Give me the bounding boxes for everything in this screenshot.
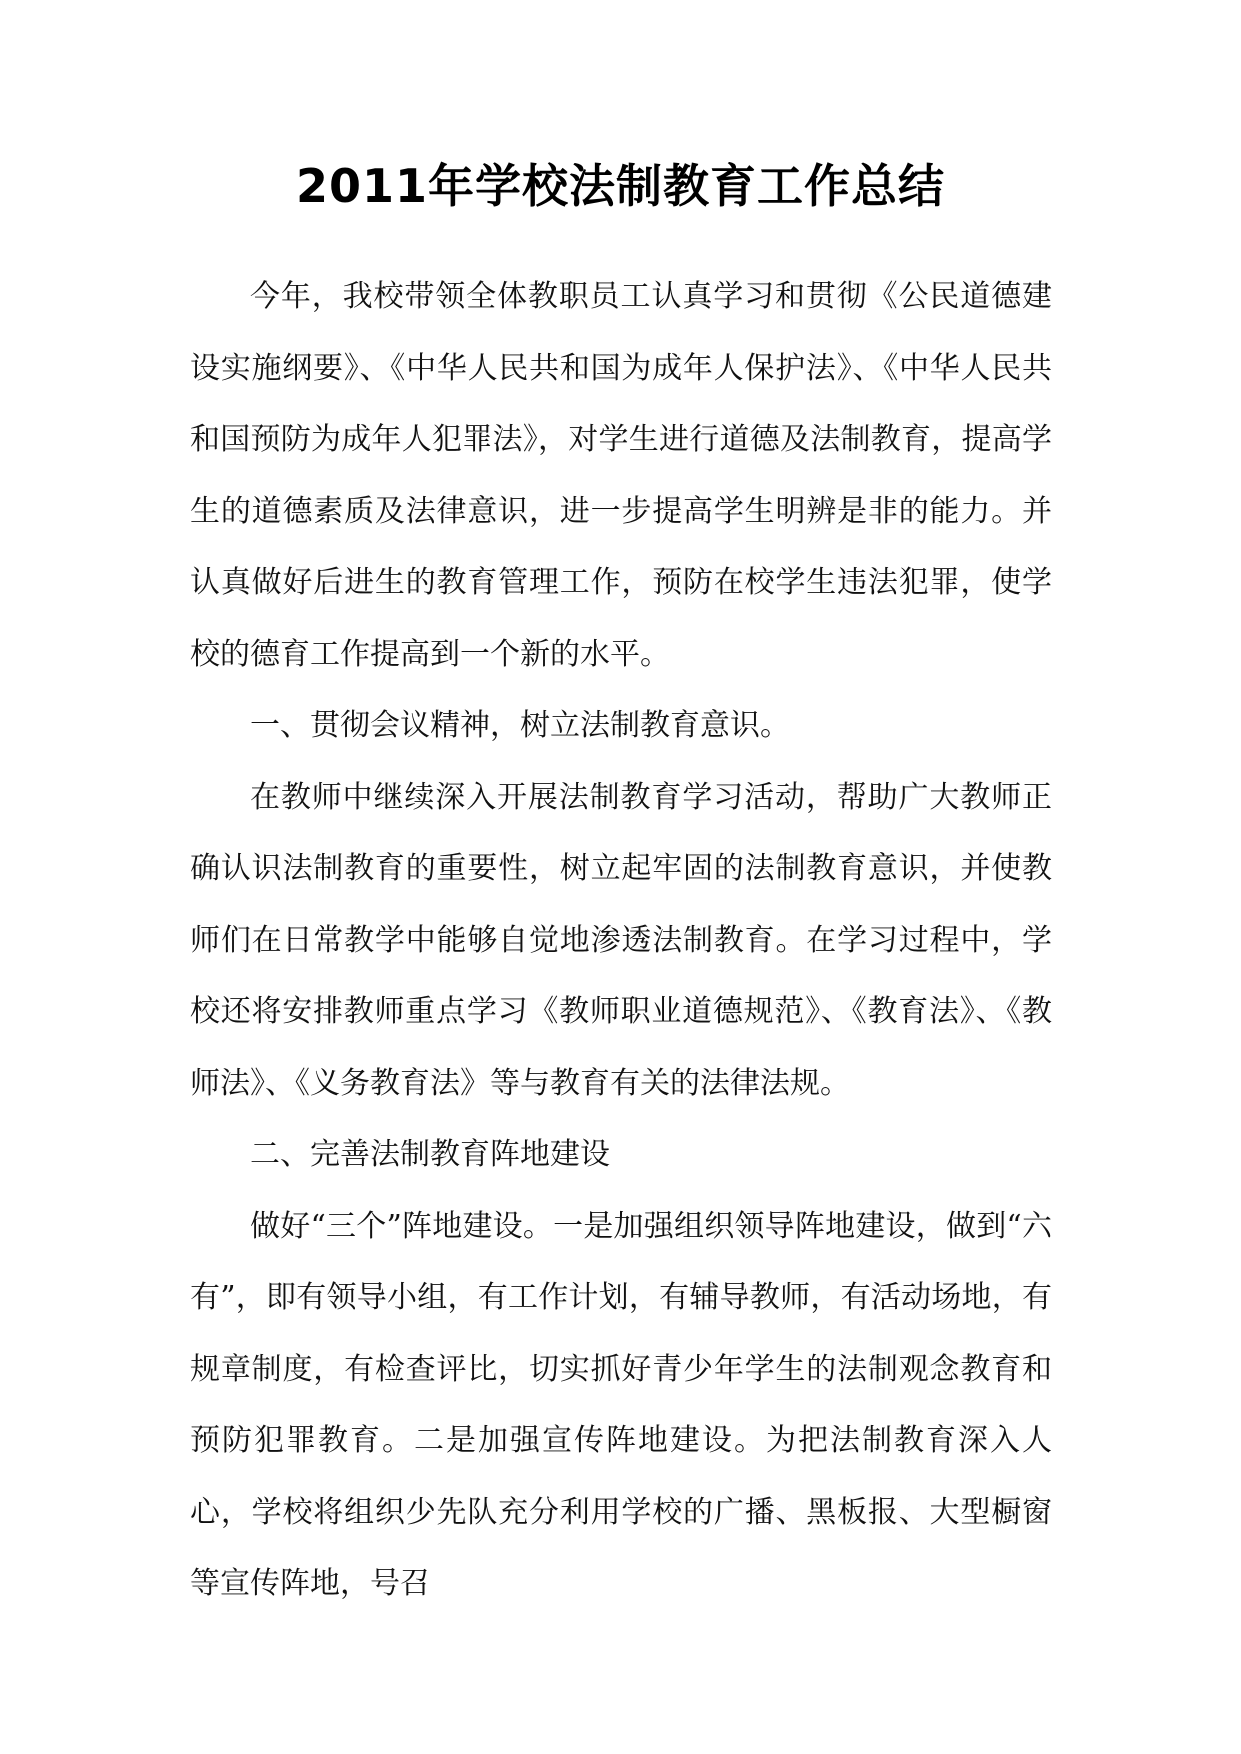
paragraph-section-1: 在教师中继续深入开展法制教育学习活动，帮助广大教师正确认识法制教育的重要性，树立起牢固的法制教育意识，并使教师们在日常教学中能够自觉地渗透法制教育。在学习过程中，学校还将安排教师重点学习《教师职业道德规范》、《教育法》、《教师法》、《义务教育法》等与教育有关的法律法规。	[190, 779, 1052, 1101]
section-heading-2: 二、完善法制教育阵地建设	[250, 1137, 610, 1172]
document-title: 2011年学校法制教育工作总结	[295, 159, 946, 213]
section-heading-1: 一、贯彻会议精神，树立法制教育意识。	[250, 708, 790, 743]
paragraph-section-2: 做好“三个”阵地建设。一是加强组织领导阵地建设，做到“六有”，即有领导小组，有工作计划，有辅导教师，有活动场地，有规章制度，有检查评比，切实抓好青少年学生的法制观念教育和预防犯罪教育。二是加强宣传阵地建设。为把法制教育深入人心，学校将组织少先队充分利用学校的广播、黑板报、大型橱窗等宣传阵地，号召	[190, 1208, 1052, 1601]
paragraph-intro: 今年，我校带领全体教职员工认真学习和贯彻《公民道德建设实施纲要》、《中华人民共和国为成年人保护法》、《中华人民共和国预防为成年人犯罪法》，对学生进行道德及法制教育，提高学生的道德素质及法律意识，进一步提高学生明辨是非的能力。并认真做好后进生的教育管理工作，预防在校学生违法犯罪，使学校的德育工作提高到一个新的水平。	[190, 279, 1052, 672]
document-body	[190, 261, 1052, 1620]
